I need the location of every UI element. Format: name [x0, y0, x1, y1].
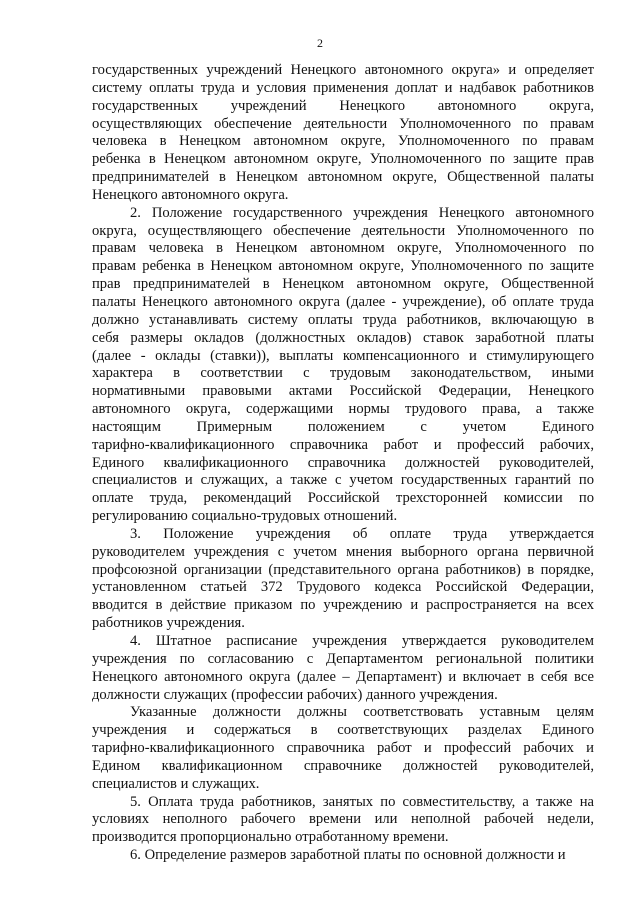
text-line: профсоюзной организации (представительного органа работников) в порядке,	[92, 561, 594, 578]
text-line: руководителем учреждения с учетом мнения выборного органа первичной	[92, 543, 594, 560]
text-line: 4. Штатное расписание учреждения утверждается руководителем	[130, 633, 594, 649]
text-line: Указанные должности должны соответствовать уставным целям	[130, 704, 594, 721]
text-line: установленном статьей 372 Трудового кодекса Российской Федерации,	[92, 579, 594, 596]
paragraph	[92, 633, 594, 704]
text-line: правам человека в Ненецком автономном округе, Уполномоченного по	[92, 240, 594, 257]
text-line: работников учреждения.	[92, 615, 245, 632]
text-line: систему оплаты труда и условия применения доплат и надбавок работников	[92, 79, 594, 96]
text-line: регулированию социально-трудовых отношений.	[92, 508, 398, 525]
text-line: автономного округа, содержащими нормы трудового права, а также	[92, 401, 594, 418]
text-line: Ненецкого автономного округа (далее – Департамент) и включает в себя все	[92, 668, 594, 685]
text-line: предпринимателей в Ненецком автономном округе, Общественной палаты	[92, 169, 594, 186]
text-line: Ненецкого автономного округа.	[92, 186, 289, 203]
document-body	[92, 62, 594, 865]
text-line: специалистов и служащих.	[92, 775, 260, 792]
text-line: государственных учреждений Ненецкого автономного округа» и определяет	[92, 62, 594, 78]
page-number: 2	[317, 36, 323, 50]
text-line: оплате труда, рекомендаций Российской трехсторонней комиссии по	[92, 490, 594, 507]
text-line: производится пропорционально отработанному времени.	[92, 829, 449, 846]
text-line: себя размеры окладов (должностных окладов) ставок заработной платы	[92, 329, 594, 346]
text-line: характера в соответствии с трудовым законодательством, иными	[92, 365, 594, 382]
text-line: условиях неполного рабочего времени или неполной рабочей недели,	[92, 811, 594, 828]
text-line: 2. Положение государственного учреждения Ненецкого автономного	[130, 204, 594, 221]
text-line: прав предпринимателей в Ненецком автономном округе, Общественной	[92, 276, 594, 293]
text-line: человека в Ненецком автономном округе, Уполномоченного по правам	[92, 133, 594, 150]
text-line: вводится в действие приказом по учреждению и распространяется на всех	[92, 597, 594, 614]
text-line: должно устанавливать систему оплаты труда работников, включающую в	[92, 311, 594, 328]
paragraph	[92, 62, 594, 205]
text-line: правам ребенка в Ненецком автономном округе, Уполномоченного по защите	[92, 258, 594, 275]
text-line: (далее - оклады (ставки)), выплаты компенсационного и стимулирующего	[92, 347, 594, 364]
text-line: учреждения по согласованию с Департаментом региональной политики	[92, 650, 594, 667]
text-line: ребенка в Ненецком автономном округе, Уполномоченного по защите прав	[92, 151, 594, 168]
text-line: осуществляющих обеспечение деятельности Уполномоченного по правам	[92, 115, 594, 132]
text-line: округа, осуществляющего обеспечение деятельности Уполномоченного по	[92, 222, 594, 239]
text-line: Единого квалификационного справочника должностей руководителей,	[92, 454, 594, 471]
text-line: тарифно-квалификационного справочника работ и профессий рабочих и	[92, 740, 594, 757]
paragraph	[92, 526, 594, 633]
text-line: настоящим Примерным положением с учетом Единого	[92, 418, 594, 435]
paragraph	[92, 847, 594, 865]
text-line: должности служащих (профессии рабочих) данного учреждения.	[92, 686, 498, 703]
paragraph	[92, 704, 594, 793]
text-line: учреждения и содержаться в соответствующих разделах Единого	[92, 722, 594, 739]
text-line: специалистов и служащих, а также с учетом государственных гарантий по	[92, 472, 594, 489]
text-line: нормативными правовыми актами Российской Федерации, Ненецкого	[92, 383, 594, 400]
text-line: 6. Определение размеров заработной платы по основной должности и	[130, 847, 566, 864]
paragraph	[92, 794, 594, 848]
text-line: 5. Оплата труда работников, занятых по совместительству, а также на	[130, 793, 594, 810]
text-line: Едином квалификационном справочнике должностей руководителей,	[92, 757, 594, 774]
paragraph	[92, 205, 594, 526]
text-line: государственных учреждений Ненецкого автономного округа,	[92, 97, 594, 114]
text-line: палаты Ненецкого автономного округа (далее - учреждение), об оплате труда	[92, 293, 594, 310]
text-line: 3. Положение учреждения об оплате труда утверждается	[130, 525, 594, 542]
text-line: тарифно-квалификационного справочника работ и профессий рабочих,	[92, 436, 594, 453]
